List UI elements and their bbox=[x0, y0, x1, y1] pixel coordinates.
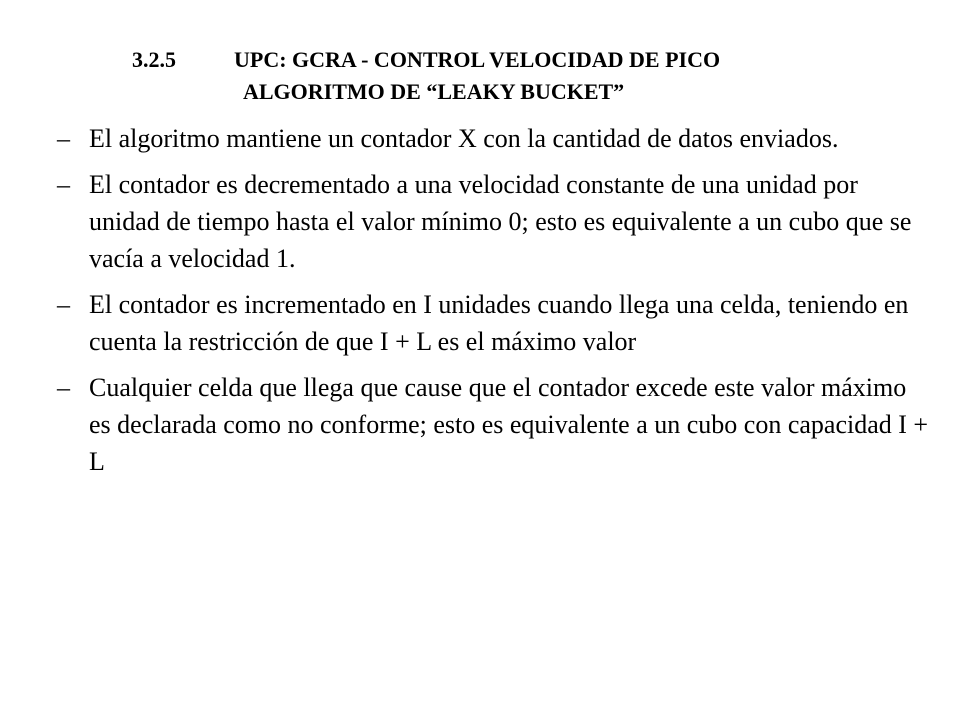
bullet-item bbox=[57, 166, 937, 277]
bullet-item bbox=[57, 120, 937, 157]
bullet-text: El contador es incrementado en I unidades cuando llega una celda, teniendo en cuenta la restricción de que I + L es el máximo valor bbox=[89, 290, 909, 356]
title-text-line-1: UPC: GCRA - CONTROL VELOCIDAD DE PICO bbox=[234, 47, 721, 72]
bullet-item bbox=[57, 369, 937, 480]
bullet-text: El algoritmo mantiene un contador X con la cantidad de datos enviados. bbox=[89, 124, 839, 153]
bullet-text: Cualquier celda que llega que cause que el contador excede este valor máximo es declarada como no conforme; esto es equivalente a un cubo con capacidad I + L bbox=[89, 373, 929, 476]
bullet-item bbox=[57, 286, 937, 360]
section-number: 3.2.5 bbox=[132, 47, 176, 72]
bullet-dash: – bbox=[57, 290, 70, 319]
bullet-dash: – bbox=[57, 124, 70, 153]
bullet-list bbox=[57, 120, 937, 489]
title-line-1 bbox=[132, 44, 720, 76]
bullet-dash: – bbox=[57, 170, 70, 199]
title-line-2: ALGORITMO DE “LEAKY BUCKET” bbox=[243, 79, 625, 104]
bullet-text: El contador es decrementado a una velocidad constante de una unidad por unidad de tiempo hasta el valor mínimo 0; esto es equivalente a un cubo que se vacía a velocidad 1. bbox=[89, 170, 912, 273]
bullet-dash: – bbox=[57, 373, 70, 402]
